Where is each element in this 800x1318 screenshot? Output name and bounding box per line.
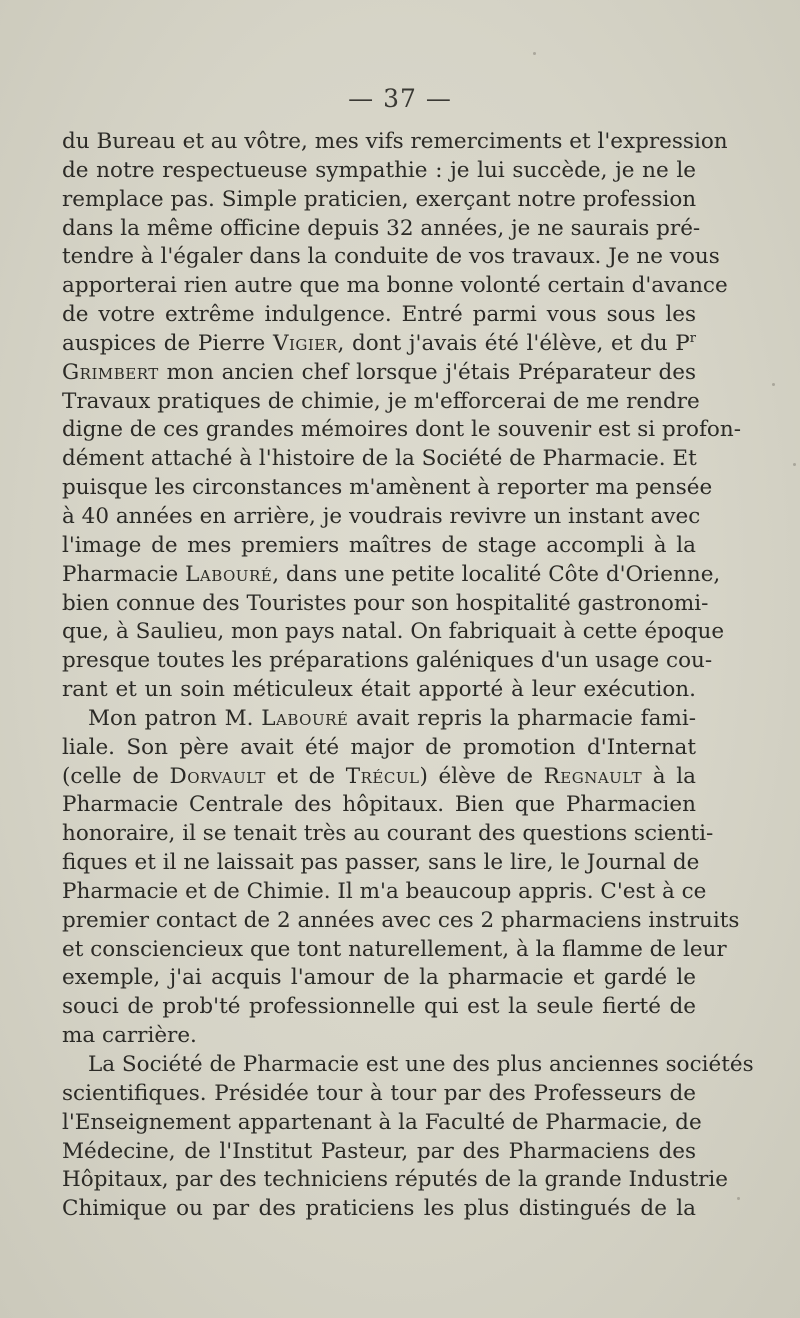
text-line: de votre extrême indulgence. Entré parmi vous sous les	[62, 302, 696, 328]
text-run: avait repris la pharmacie fami-	[348, 705, 696, 731]
paper-speck	[737, 1197, 740, 1200]
paragraph-start-line	[62, 705, 696, 734]
text-line: souci de prob'té professionnelle qui est la seule fierté de	[62, 994, 696, 1020]
title-superscript: r	[689, 330, 696, 346]
text-line: l'Enseignement appartenant à la Faculté de Pharmacie, de	[62, 1109, 702, 1135]
text-run: auspices de Pierre	[62, 330, 273, 356]
person-name-laboure: Labouré	[261, 705, 349, 731]
text-line: fiques et il ne laissait pas passer, sans le lire, le Journal de	[62, 850, 700, 876]
person-name-grimbert: Grimbert	[62, 359, 159, 385]
text-line: de notre respectueuse sympathie : je lui succède, je ne le	[62, 157, 696, 183]
text-line	[62, 359, 696, 388]
text-line: Chimique ou par des praticiens les plus distingués de la	[62, 1196, 696, 1222]
text-run: à la	[642, 763, 696, 789]
body-text	[62, 128, 754, 1224]
text-line: Médecine, de l'Institut Pasteur, par des Pharmaciens des	[62, 1138, 696, 1164]
person-name-trecul: Trécul	[345, 763, 420, 789]
person-name-laboure: Labouré	[185, 561, 273, 587]
text-line: dément attaché à l'histoire de la Société de Pharmacie. Et	[62, 446, 697, 472]
text-line: dans la même officine depuis 32 années, je ne saurais pré-	[62, 215, 701, 241]
text-line: scientifiques. Présidée tour à tour par des Professeurs de	[62, 1080, 696, 1106]
paper-speck	[533, 52, 536, 55]
person-name-regnault: Regnault	[543, 763, 643, 789]
text-line	[62, 763, 696, 792]
text-line	[62, 330, 696, 359]
text-line: presque toutes les préparations galéniques d'un usage cou-	[62, 648, 713, 674]
text-run: ) élève de	[419, 763, 544, 789]
text-line: rant et un soin méticuleux était apporté à leur exécution.	[62, 677, 696, 703]
person-name-vigier: Vigier	[272, 330, 338, 356]
text-line: du Bureau et au vôtre, mes vifs remerciments et l'expression	[62, 129, 728, 154]
text-line: apporterai rien autre que ma bonne volonté certain d'avance	[62, 273, 728, 299]
text-line: honoraire, il se tenait très au courant des questions scienti-	[62, 821, 714, 847]
text-line	[62, 561, 721, 590]
text-line: à 40 années en arrière, je voudrais revivre un instant avec	[62, 503, 701, 529]
text-line: exemple, j'ai acquis l'amour de la pharmacie et gardé le	[62, 965, 696, 991]
text-line: Pharmacie et de Chimie. Il m'a beaucoup appris. C'est à ce	[62, 878, 707, 904]
text-line: digne de ces grandes mémoires dont le souvenir est si profon-	[62, 417, 741, 443]
text-line: Hôpitaux, par des techniciens réputés de la grande Industrie	[62, 1167, 729, 1193]
text-run: , dans une petite localité Côte d'Orienne,	[272, 561, 721, 587]
text-line: puisque les circonstances m'amènent à reporter ma pensée	[62, 475, 713, 501]
paper-speck	[772, 383, 775, 386]
text-run: , dont j'avais été l'élève, et du P	[337, 330, 690, 356]
text-line: premier contact de 2 années avec ces 2 pharmaciens instruits	[62, 907, 740, 933]
text-run: Mon patron M.	[88, 705, 262, 731]
text-line: remplace pas. Simple praticien, exerçant notre profession	[62, 186, 697, 212]
paragraph-end-line: ma carrière.	[62, 1023, 197, 1049]
text-line: liale. Son père avait été major de promotion d'Internat	[62, 734, 696, 760]
text-run: et de	[265, 763, 346, 789]
person-name-dorvault: Dorvault	[169, 763, 266, 789]
paragraph-start-line: La Société de Pharmacie est une des plus anciennes sociétés	[88, 1052, 754, 1077]
text-line: que, à Saulieu, mon pays natal. On fabriquait à cette époque	[62, 619, 725, 645]
paper-speck	[793, 463, 796, 466]
text-run: mon ancien chef lorsque j'étais Préparateur des	[158, 359, 696, 385]
text-line: tendre à l'égaler dans la conduite de vos travaux. Je ne vous	[62, 244, 720, 270]
text-line: Travaux pratiques de chimie, je m'efforcerai de me rendre	[62, 388, 700, 414]
text-line: bien connue des Touristes pour son hospitalité gastronomi-	[62, 590, 709, 616]
text-run: Pharmacie	[62, 561, 186, 587]
page-number: — 37 —	[348, 84, 452, 113]
text-line: et consciencieux que tont naturellement, à la flamme de leur	[62, 936, 727, 962]
text-line: l'image de mes premiers maîtres de stage accompli à la	[62, 532, 696, 558]
text-line: Pharmacie Centrale des hôpitaux. Bien que Pharmacien	[62, 792, 696, 818]
text-run: (celle de	[62, 763, 170, 789]
